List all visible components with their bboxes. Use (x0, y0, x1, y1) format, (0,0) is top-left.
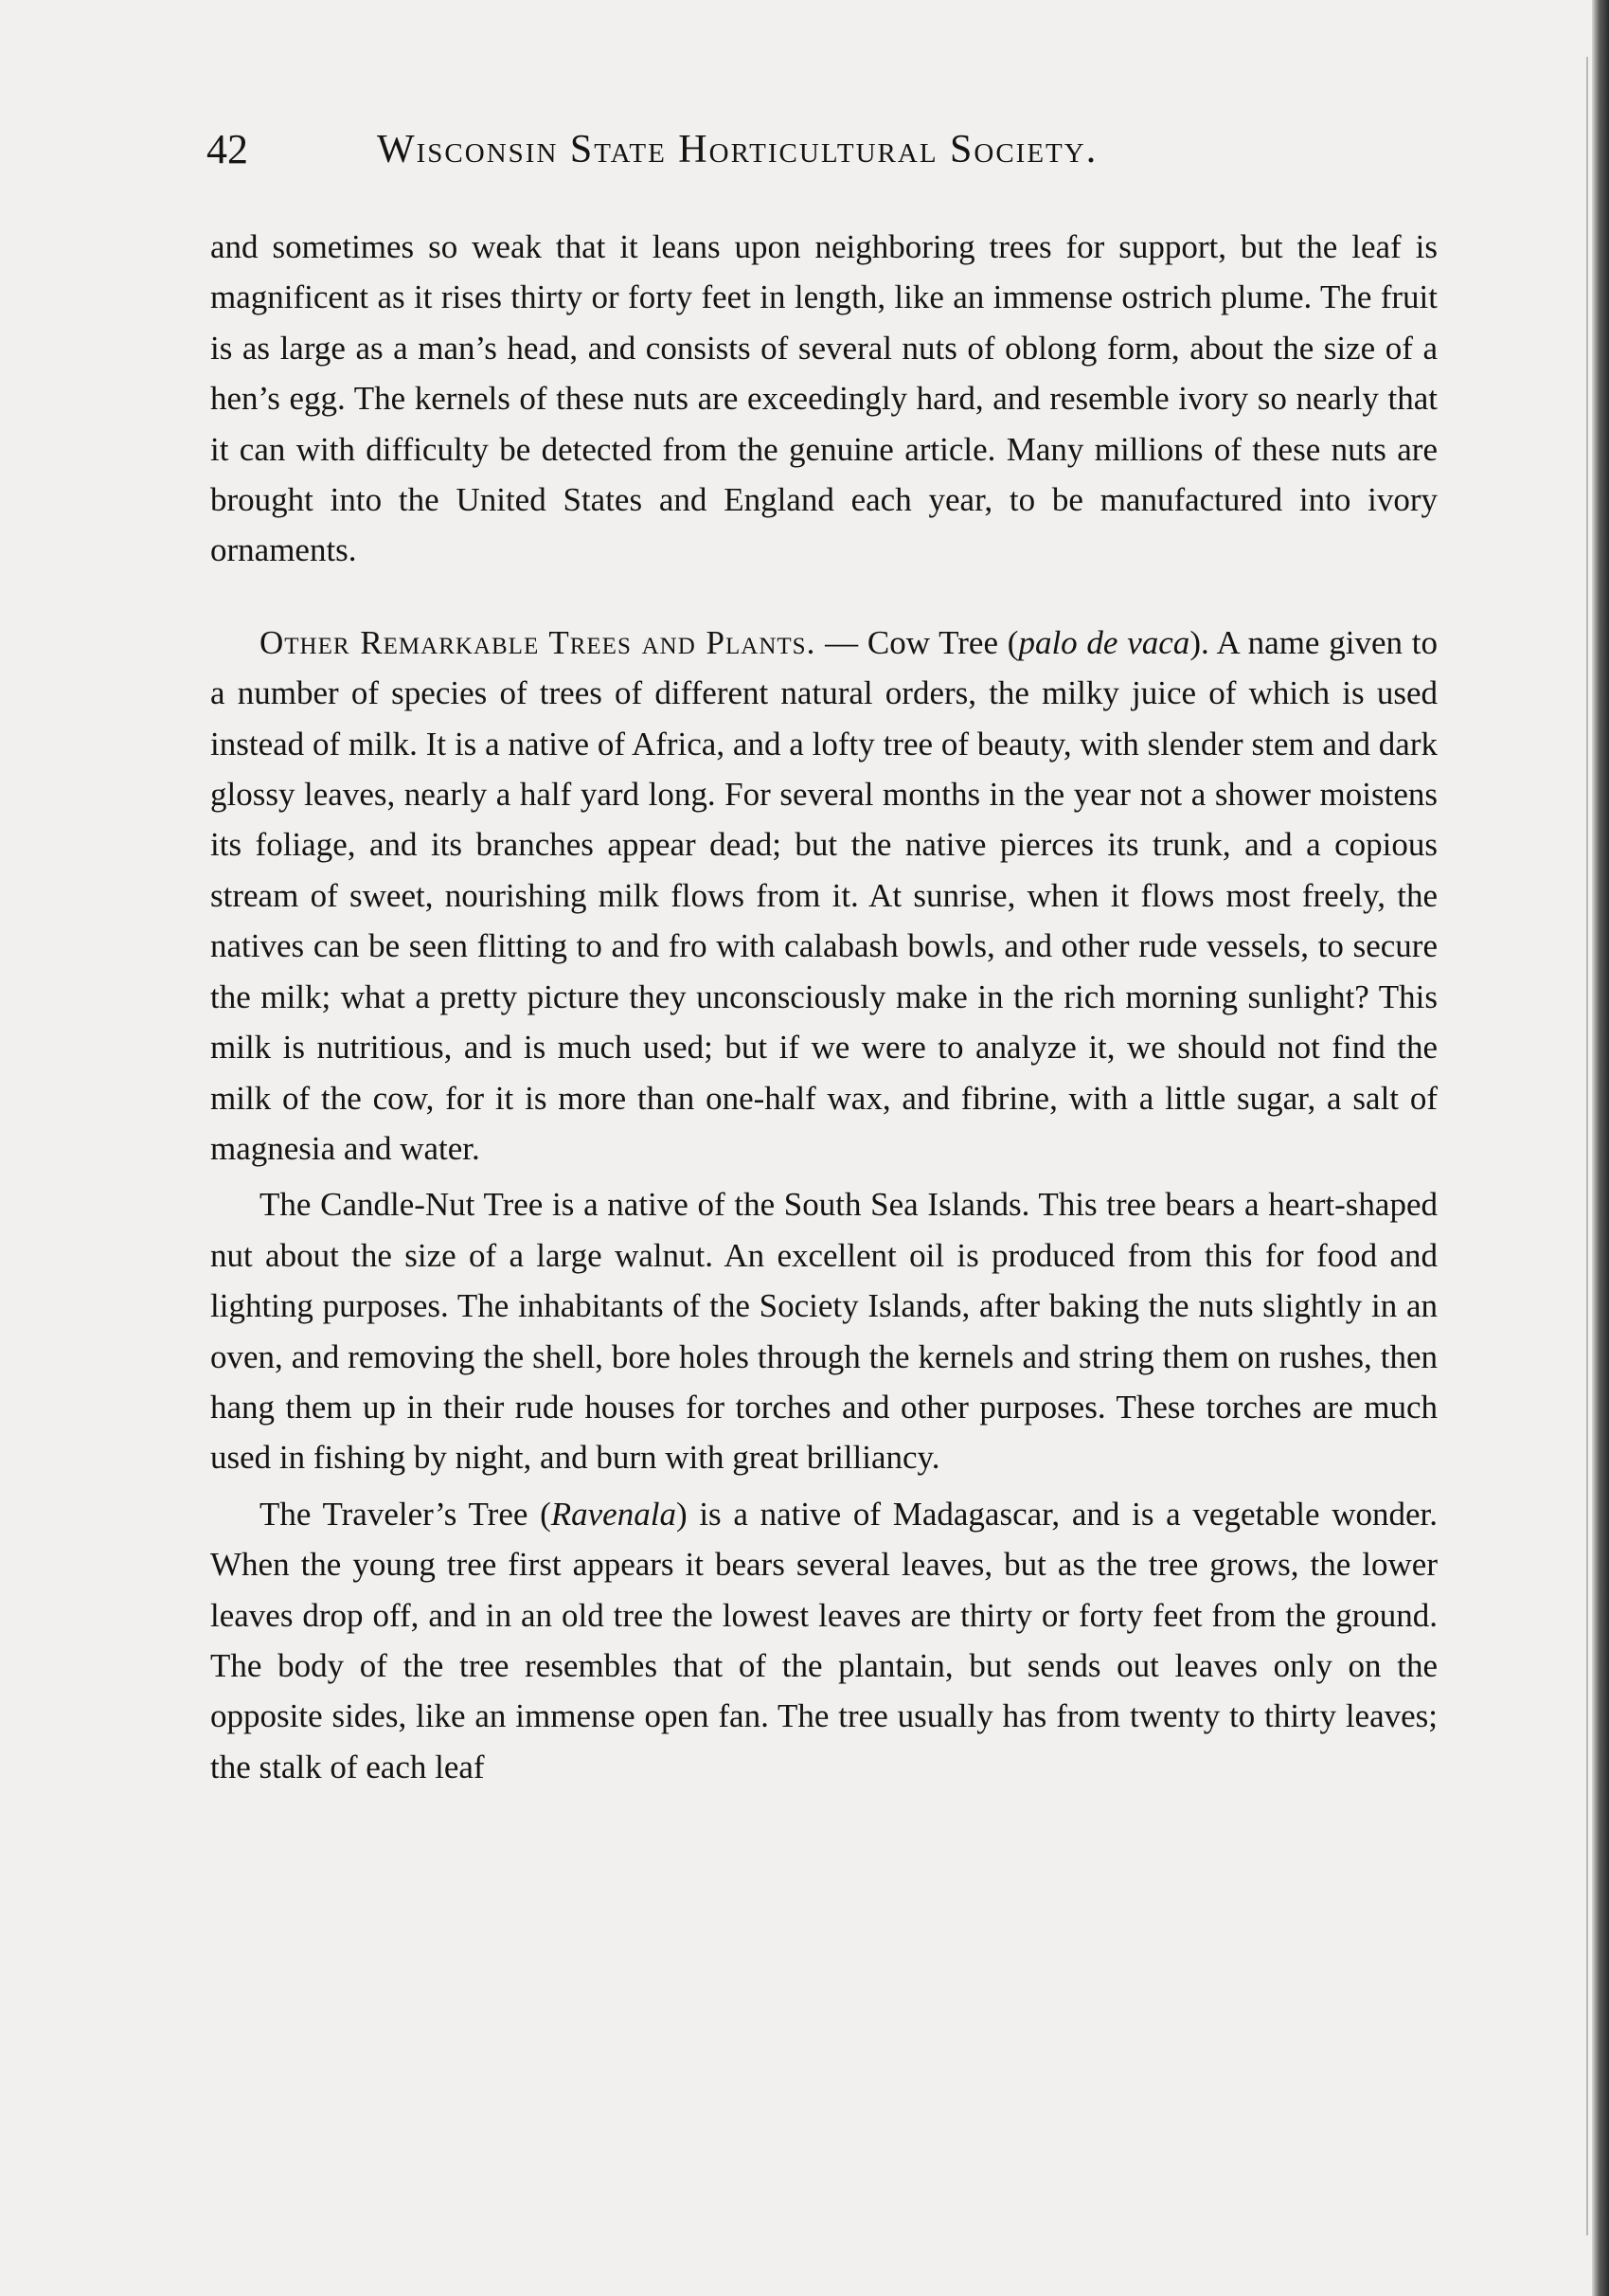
running-head: Wisconsin State Horticultural Society. (377, 128, 1099, 171)
page-edge-line (1586, 57, 1588, 2235)
paragraph-ivory-nut: and sometimes so weak that it leans upon neighboring trees for support, but the leaf is magnificent as it rises thirty or forty feet in length, like an immense ostrich plume. The fruit is as large as a man’s head, and consists of several nuts of oblong form, about the size of a hen’s egg. The kernels of these nuts are exceedingly hard, and resemble ivory so nearly that it can with difficulty be detected from the genuine article. Many millions of these nuts are brought into the United States and England each year, to be manufactured into ivory ornaments. (210, 228, 1438, 569)
body-text (210, 222, 1438, 1792)
travelers-tree-text: ) is a native of Madagascar, and is a vegetable wonder. When the young tree first appears it bears several leaves, but as the tree grows, the lower leaves drop off, and in an old tree the lowest leaves are thirty or forty feet from the ground. The body of the tree resembles that of the plantain, but sends out leaves only on the opposite sides, like an immense open fan. The tree usually has from twenty to thirty leaves; the stalk of each leaf (210, 1495, 1439, 1785)
heading-dash-text: — Cow Tree ( (815, 623, 1019, 661)
latin-name-palo-de-vaca: palo de vaca (1018, 623, 1190, 661)
paragraph-travelers-tree (210, 1489, 1438, 1792)
paragraph-gap (210, 576, 1438, 618)
cow-tree-text: ). A name given to a number of species of trees of different natural orders, the milky juice of which is used instead of milk. It is a native of Africa, and a lofty tree of beauty, with slender stem and dark glossy leaves, nearly a half yard long. For several months in the year not a shower moistens its foliage, and its branches appear dead; but the native pierces its trunk, and a copious stream of sweet, nourishing milk flows from it. At sunrise, when it flows most freely, the natives can be seen flitting to and fro with calabash bowls, and other rude vessels, to secure the milk; what a pretty picture they unconsciously make in the rich morning sunlight? This milk is nutritious, and is much used; but if we were to analyze it, we should not find the milk of the cow, for it is more than one-half wax, and fibrine, with a little sugar, a salt of magnesia and water. (210, 623, 1438, 1167)
book-spine-edge (1592, 0, 1609, 2296)
page-header (206, 121, 1248, 178)
paragraph-candle-nut-tree: The Candle-Nut Tree is a native of the South Sea Islands. This tree bears a heart-shaped nut about the size of a large walnut. An excellent oil is produced from this for food and lighting purposes. The inhabitants of the Society Islands, after baking the nuts slightly in an oven, and removing the shell, bore holes through the kernels and string them on rushes, then hang them up in their rude houses for torches and other purposes. These torches are much used in fishing by night, and burn with great brilliancy. (210, 1186, 1438, 1477)
travelers-tree-intro: The Traveler’s Tree ( (259, 1495, 551, 1533)
section-heading: Other Remarkable Trees and Plants. (259, 623, 816, 661)
latin-name-ravenala: Ravenala (550, 1495, 676, 1533)
page-number: 42 (206, 126, 248, 172)
paragraph-cow-tree (210, 618, 1438, 1174)
